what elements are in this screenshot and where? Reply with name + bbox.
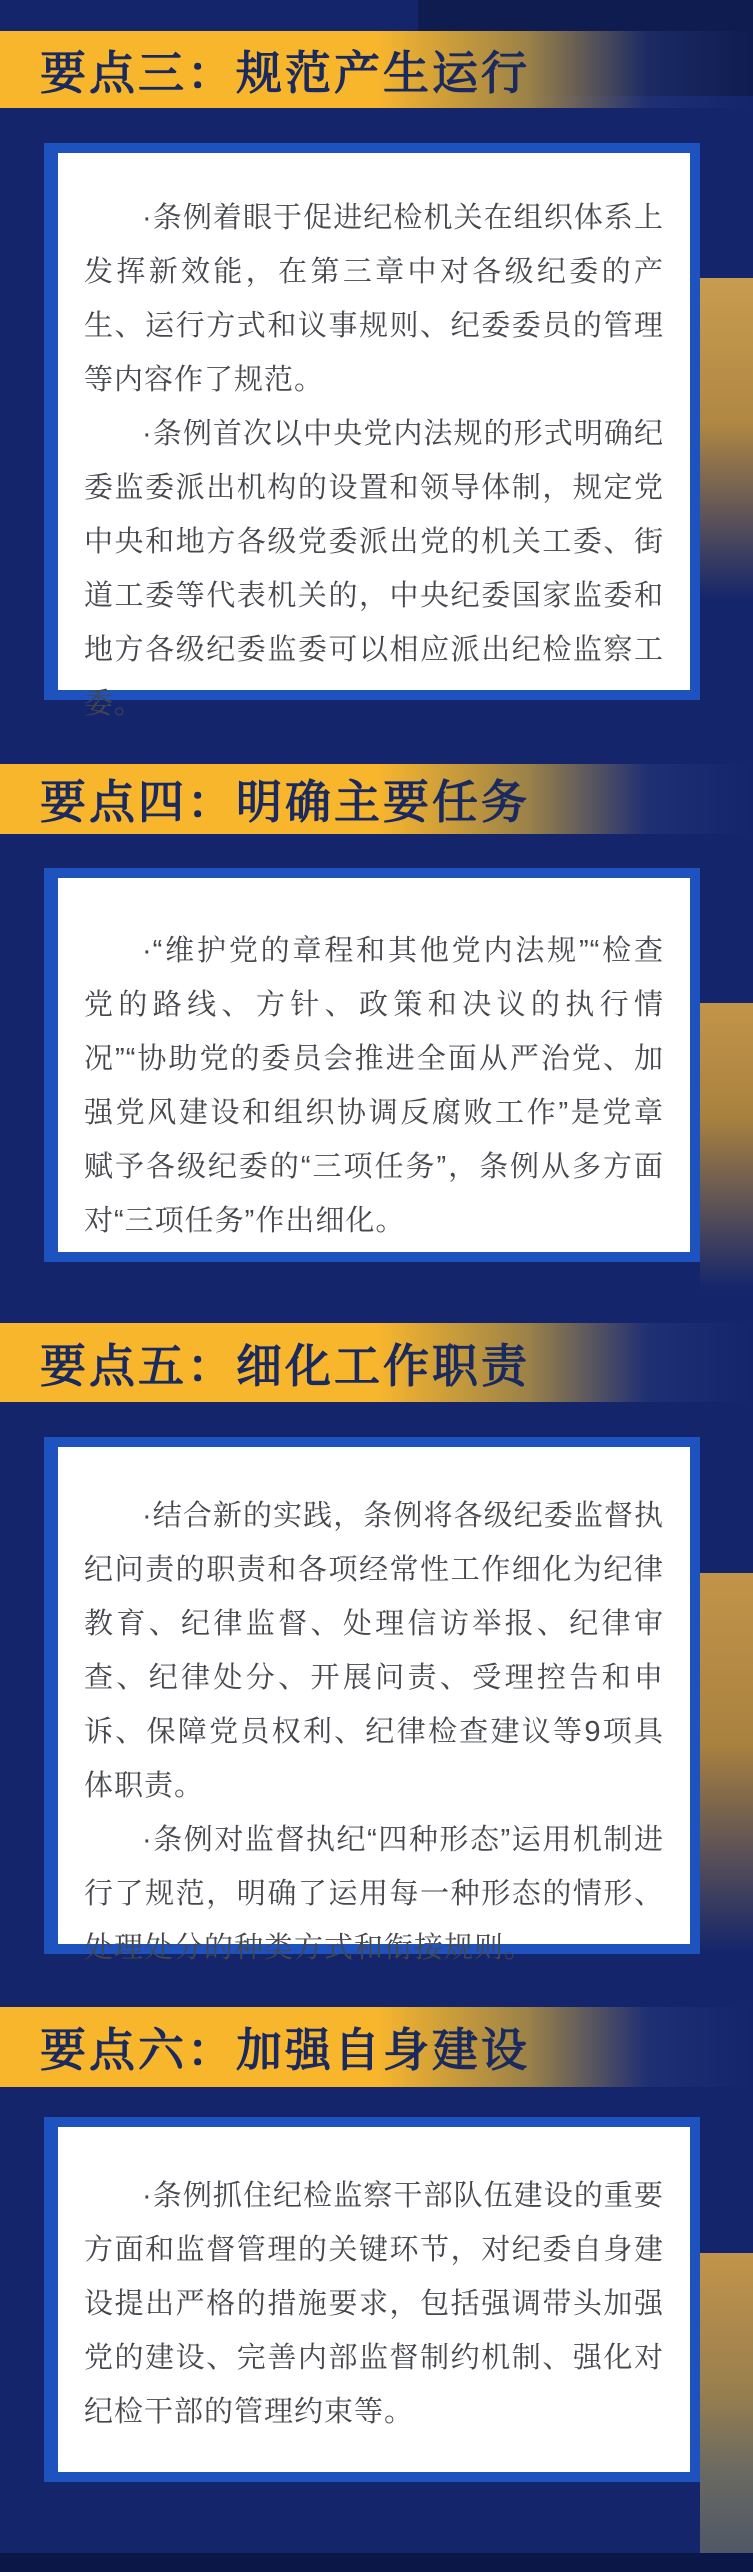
section-title: 要点五：细化工作职责 bbox=[40, 1339, 530, 1392]
section-header-point4 bbox=[0, 764, 753, 834]
gold-accent-bar bbox=[700, 2253, 753, 2555]
gold-accent-bar bbox=[700, 278, 753, 600]
gold-accent-bar bbox=[700, 1573, 753, 1953]
section-header-point5 bbox=[0, 1323, 753, 1402]
section-title: 要点三：规范产生运行 bbox=[40, 46, 530, 99]
content-card-point3 bbox=[44, 143, 700, 720]
paragraph: ·条例对监督执纪“四种形态”运用机制进行了规范，明确了运用每一种形态的情形、处理处分的种类方式和衔接规则。 bbox=[84, 1824, 664, 1964]
section-title: 要点四：明确主要任务 bbox=[40, 776, 530, 828]
content-card-point4 bbox=[44, 868, 700, 1262]
gold-accent-bar bbox=[700, 1003, 753, 1290]
paragraph: ·“维护党的章程和其他党内法规”“检查党的路线、方针、政策和决议的执行情况”“协助党的委员会推进全面从严治党、加强党风建设和组织协调反腐败工作”是党章赋予各级纪委的“三项任务”，条例从多方面对“三项任务”作出细化。 bbox=[84, 935, 664, 1237]
footer-strip bbox=[0, 2553, 753, 2572]
content-card-point5 bbox=[44, 1437, 700, 1964]
section-header-point6 bbox=[0, 2007, 753, 2087]
section-title: 要点六：加强自身建设 bbox=[40, 2024, 530, 2076]
section-header-point3 bbox=[0, 31, 753, 108]
content-card-point6 bbox=[44, 2117, 700, 2482]
paragraph: ·结合新的实践，条例将各级纪委监督执纪问责的职责和各项经常性工作细化为纪律教育、纪律监督、处理信访举报、纪律审查、纪律处分、开展问责、受理控告和申诉、保障党员权利、纪律检查建议等9项具体职责。 bbox=[84, 1500, 664, 1802]
paragraph: ·条例抓住纪检监察干部队伍建设的重要方面和监督管理的关键环节，对纪委自身建设提出严格的措施要求，包括强调带头加强党的建设、完善内部监督制约机制、强化对纪检干部的管理约束等。 bbox=[84, 2180, 664, 2428]
paragraph: ·条例首次以中央党内法规的形式明确纪委监委派出机构的设置和领导体制，规定党中央和地方各级党委派出党的机关工委、街道工委等代表机关的，中央纪委国家监委和地方各级纪委监委可以相应派出纪检监察工委。 bbox=[84, 418, 664, 720]
paragraph: ·条例着眼于促进纪检机关在组织体系上发挥新效能，在第三章中对各级纪委的产生、运行方式和议事规则、纪委委员的管理等内容作了规范。 bbox=[84, 202, 664, 396]
